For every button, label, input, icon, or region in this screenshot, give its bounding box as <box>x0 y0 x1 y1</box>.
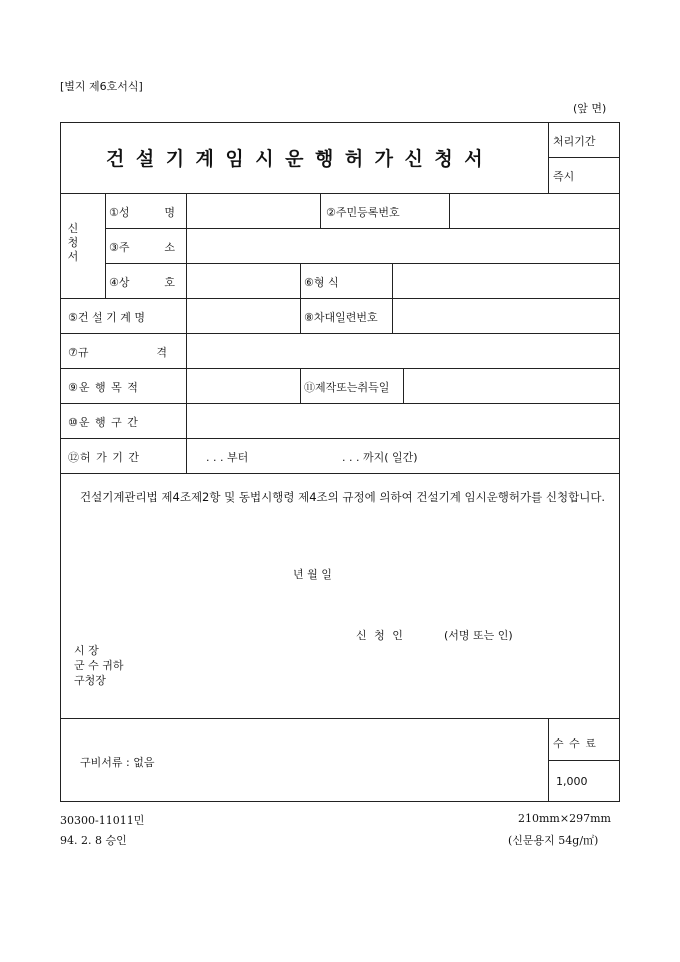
permit-period-from: . . . 부터 <box>206 451 249 464</box>
permit-period-to: . . . 까지( 일간) <box>342 451 418 464</box>
form-code: 30300-11011민 <box>60 814 145 827</box>
chassis-number-label: ⑧차대일련번호 <box>304 311 378 324</box>
page-side: (앞 면) <box>573 102 607 115</box>
form-number: [별지 제6호서식] <box>60 80 143 93</box>
application-statement: 건설기계관리법 제4조제2항 및 동법시행령 제4조의 규정에 의하여 건설기계 임시운행허가를 신청합니다. <box>80 490 606 504</box>
permit-period-label: ⑫허 가 기 간 <box>68 451 140 464</box>
route-label: ⑩운 행 구 간 <box>68 416 139 429</box>
form-title: 건설기계임시운행허가신청서 <box>106 148 495 170</box>
resident-number-label: ②주민등록번호 <box>326 206 400 219</box>
manufacture-date-label: ⑪제작또는취득일 <box>304 381 390 394</box>
name-label: ①성 명 <box>109 206 175 219</box>
signature-note: (서명 또는 인) <box>444 629 513 642</box>
processing-period-label: 처리기간 <box>553 135 596 148</box>
purpose-label: ⑨운 행 목 적 <box>68 381 139 394</box>
addressee-district: 구청장 <box>74 674 106 687</box>
addressee-mayor: 시 장 <box>74 644 99 657</box>
processing-period-value: 즉시 <box>553 170 575 183</box>
applicant-group-label: 신청서 <box>67 222 79 263</box>
fee-value: 1,000 <box>556 775 588 788</box>
model-label: ⑥형 식 <box>304 276 339 289</box>
paper-size: 210mm×297mm <box>518 812 611 825</box>
fee-label: 수 수 료 <box>553 737 597 750</box>
applicant-line: 신 청 인 <box>356 629 405 642</box>
machine-name-label: ⑤건 설 기 계 명 <box>68 311 145 324</box>
spec-label: ⑦규 격 <box>68 346 167 359</box>
trade-name-label: ④상 호 <box>109 276 175 289</box>
address-label: ③주 소 <box>109 241 175 254</box>
required-documents: 구비서류 : 없음 <box>80 756 155 769</box>
paper-type: (신문용지 54g/㎡) <box>508 834 599 847</box>
date-line: 년 월 일 <box>293 568 332 581</box>
approval-date: 94. 2. 8 승인 <box>60 834 127 847</box>
addressee-county: 군 수 귀하 <box>74 659 124 672</box>
application-form <box>60 122 620 802</box>
